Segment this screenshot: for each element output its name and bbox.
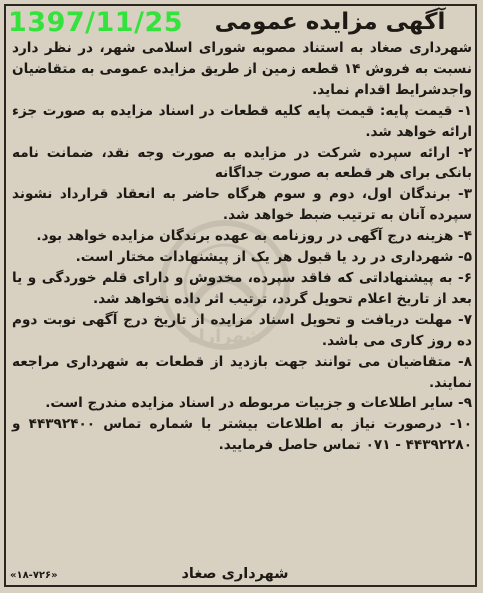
notice-item: ۴- هزینه درج آگهی در روزنامه به عهده برندگان مزایده خواهد بود. bbox=[36, 228, 472, 245]
notice-title: آگهی مزایده عمومی bbox=[214, 9, 446, 35]
notice-item: ۱۰- درصورت نیاز به اطلاعات بیشتر با شماره تماس ۴۴۳۹۲۴۰۰ و ۴۴۳۹۲۲۸۰ - ۰۷۱ تماس حاصل فرمایید. bbox=[12, 416, 472, 454]
notice-item: ۵- شهرداری در رد یا قبول هر یک از پیشنهادات مختار است. bbox=[75, 249, 472, 266]
watermark-text: شهرآراه bbox=[187, 326, 263, 347]
notice-item: ۷- مهلت دریافت و تحویل اسناد مزایده از تاریخ درج آگهی نوبت دوم ده روز کاری می باشد. bbox=[12, 311, 472, 349]
notice-intro: شهرداری صغاد به استناد مصوبه شورای اسلامی شهر، در نظر دارد نسبت به فروش ۱۴ قطعه زمین از طریق مزایده عمومی به متقاضیان واجدشرایط اقدام نماید. bbox=[12, 40, 472, 98]
notice-item: ۲- ارائه سپرده شرکت در مزایده به صورت وجه نقد، ضمانت نامه بانکی برای هر قطعه به صورت جداگانه bbox=[12, 144, 472, 182]
notice-item: ۶- به پیشنهاداتی که فاقد سپرده، مخدوش و دارای قلم خوردگی و یا بعد از تاریخ اعلام تحویل گردد، ترتیب اثر داده نخواهد شد. bbox=[12, 269, 472, 307]
ad-code: «۱۸-۷۲۶» bbox=[10, 570, 58, 581]
notice-body bbox=[12, 38, 472, 456]
notice-item: ۱- قیمت پایه: قیمت پایه کلیه قطعات در اسناد مزایده به صورت جزء ارائه خواهد شد. bbox=[12, 102, 472, 140]
notice-item: ۹- سایر اطلاعات و جزییات مربوطه در اسناد مزایده مندرج است. bbox=[45, 395, 472, 412]
date-stamp: 1397/11/25 bbox=[8, 7, 184, 38]
notice-item: ۸- متقاضیان می توانند جهت بازدید از قطعات به شهرداری مراجعه نمایند. bbox=[12, 353, 472, 391]
notice-item: ۳- برندگان اول، دوم و سوم هرگاه حاضر به انعقاد قرارداد نشوند سپرده آنان به ترتیب ضبط خواهد شد. bbox=[12, 186, 472, 224]
notice-signature: شهرداری صغاد bbox=[181, 566, 289, 582]
